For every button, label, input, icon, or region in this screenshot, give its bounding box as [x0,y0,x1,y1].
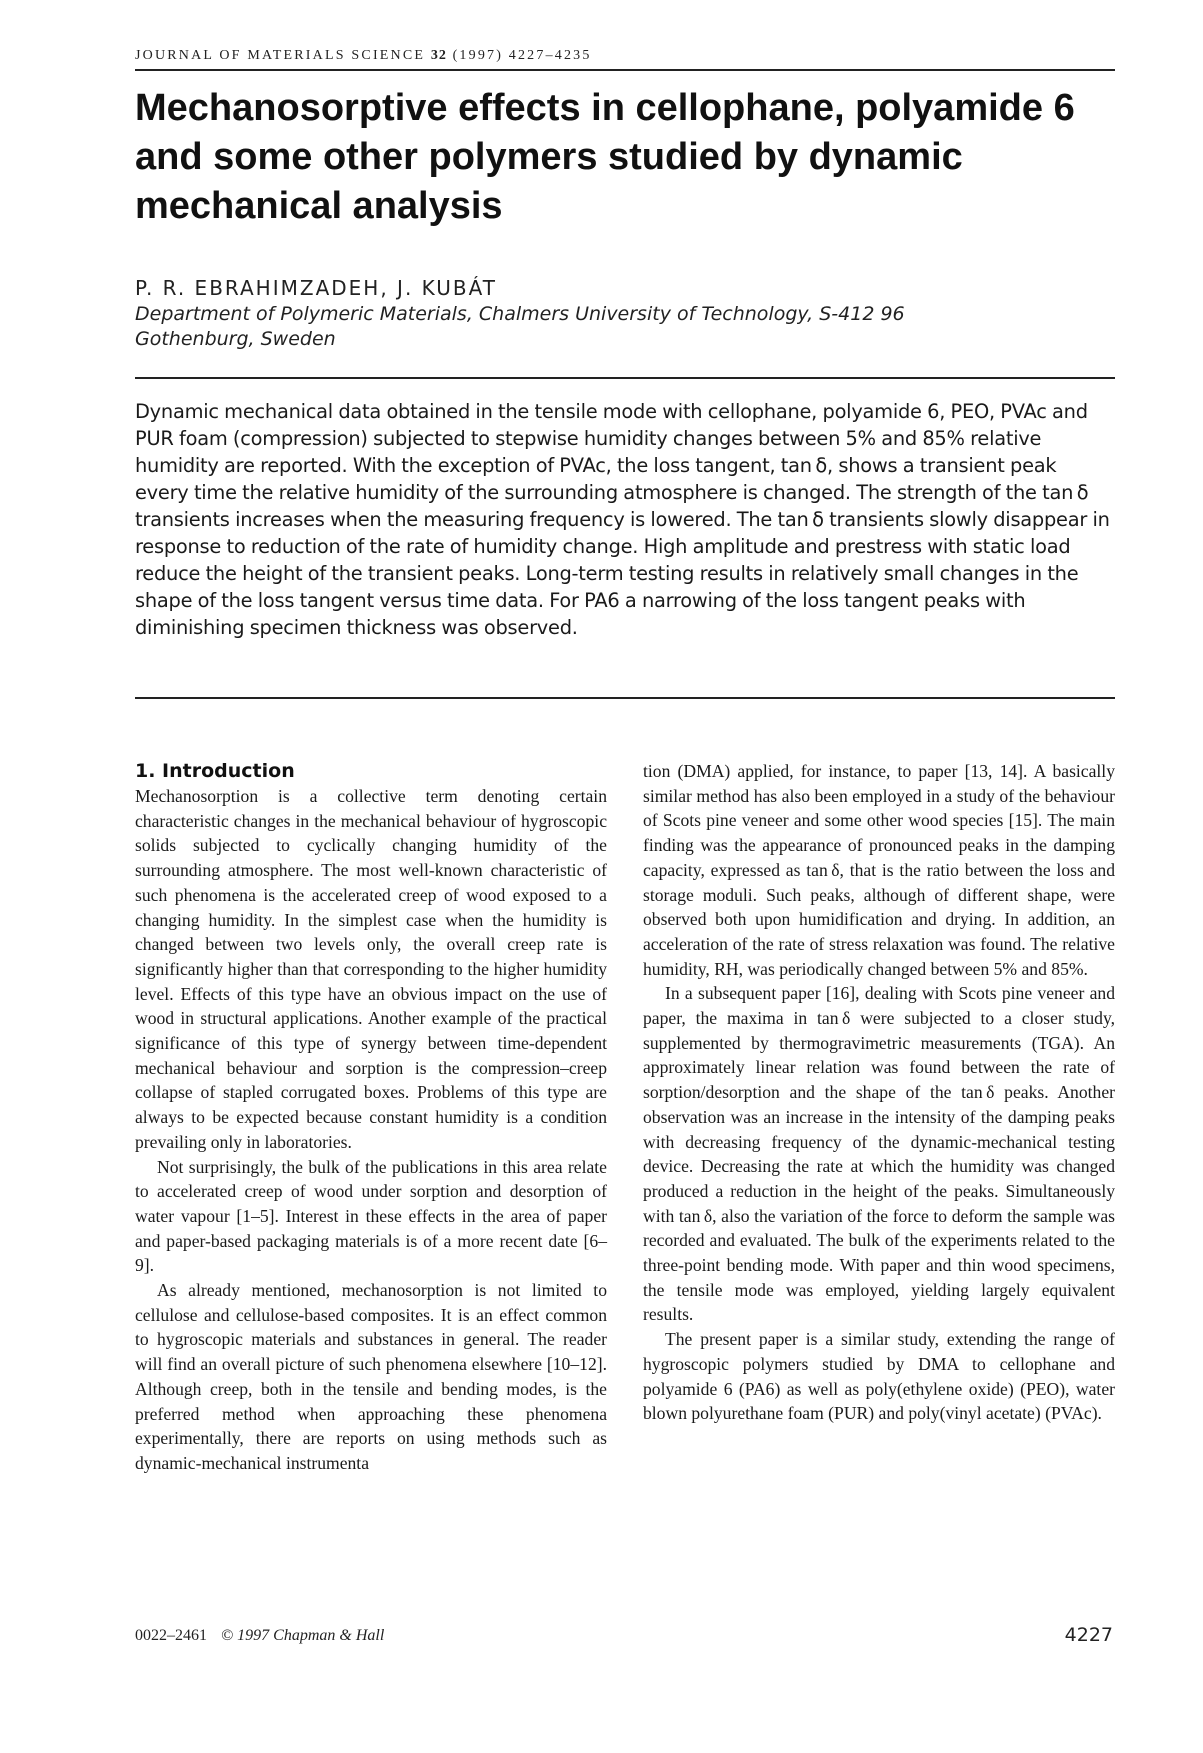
article-affiliation [135,302,1115,352]
paragraph: tion (DMA) applied, for instance, to paper [13, 14]. A basically similar method has also been employed in a study of the behaviour of Scots pine veneer and some other wood species [15]. The main finding was the appearance of pronounced peaks in the damping capacity, expressed as tan δ, that is the ratio between the loss and storage moduli. Such peaks, although of different shape, were observed both upon humidification and drying. In addition, an acceleration of the rate of stress relaxation was found. The relative humidity, RH, was periodically changed between 5% and 85%. [643,761,1115,979]
issn: 0022–2461 [135,1627,207,1644]
body-column-left [135,758,607,1476]
copyright: © 1997 Chapman & Hall [221,1627,385,1644]
article-authors: P. R. EBRAHIMZADEH, J. KUBÁT [135,276,497,300]
header-rule [135,69,1115,71]
journal-volume: 32 [430,48,447,63]
running-head [135,48,1115,64]
abstract-top-rule [135,377,1115,379]
affiliation-line-1: Department of Polymeric Materials, Chalmers University of Technology, S-412 96 [135,303,905,325]
article-abstract: Dynamic mechanical data obtained in the tensile mode with cellophane, polyamide 6, PEO, PVAc and PUR foam (compression) subjected to stepwise humidity changes between 5% and 85% relative humidity are reported. With the exception of PVAc, the loss tangent, tan δ, shows a transient peak every time the relative humidity of the surrounding atmosphere is changed. The strength of the tan δ transients increases when the measuring frequency is lowered. The tan δ transients slowly disappear in response to reduction of the rate of humidity change. High amplitude and prestress with static load reduce the height of the transient peaks. Long-term testing results in relatively small changes in the shape of the loss tangent versus time data. For PA6 a narrowing of the loss tangent peaks with diminishing specimen thickness was observed. [135,400,1110,639]
body-column-right [643,759,1115,1426]
paragraph: As already mentioned, mechanosorption is not limited to cellulose and cellulose-based composites. It is an effect common to hygroscopic materials and substances in general. The reader will find an overall picture of such phenomena elsewhere [10–12]. Although creep, both in the tensile and bending modes, is the preferred method when approaching these phenomena experimentally, there are reports on using methods such as dynamic-mechanical instrumenta [135,1280,607,1473]
paragraph: The present paper is a similar study, extending the range of hygroscopic polymers studied by DMA to cellophane and polyamide 6 (PA6) as well as poly(ethylene oxide) (PEO), water blown polyurethane foam (PUR) and poly(vinyl acetate) (PVAc). [643,1329,1115,1424]
paragraph: In a subsequent paper [16], dealing with Scots pine veneer and paper, the maxima in tan δ were subjected to a closer study, supplemented by thermogravimetric measurements (TGA). An approximately linear relation was found between the rate of sorption/desorption and the shape of the tan δ peaks. Another observation was an increase in the intensity of the damping peaks with decreasing frequency of the dynamic-mechanical testing device. Decreasing the rate at which the humidity was changed produced a reduction in the height of the peaks. Simultaneously with tan δ, also the variation of the force to deform the sample was recorded and evaluated. The bulk of the experiments related to the three-point bending mode. With paper and thin wood specimens, the tensile mode was employed, yielding largely equivalent results. [643,983,1115,1325]
section-heading-introduction: 1. Introduction [135,760,295,782]
paragraph: Not surprisingly, the bulk of the publications in this area relate to accelerated creep of wood under sorption and desorption of water vapour [1–5]. Interest in these effects in the area of paper and paper-based packaging materials is of a more recent date [6–9]. [135,1156,607,1276]
page-number: 4227 [1064,1624,1113,1646]
journal-name: JOURNAL OF MATERIALS SCIENCE [135,48,426,63]
footer-publication-info [135,1627,384,1645]
journal-year-pages: (1997) 4227–4235 [452,48,592,63]
affiliation-line-2: Gothenburg, Sweden [135,328,336,350]
article-title: Mechanosorptive effects in cellophane, polyamide 6 and some other polymers studied by dynamic mechanical analysis [135,87,1075,227]
abstract-bottom-rule [135,697,1115,699]
paragraph: Mechanosorption is a collective term denoting certain characteristic changes in the mechanical behaviour of hygroscopic solids subjected to cyclically changing humidity of the surrounding atmosphere. The most well-known characteristic of such phenomena is the accelerated creep of wood exposed to a changing humidity. In the simplest case when the humidity is changed between two levels only, the overall creep rate is significantly higher than that corresponding to the higher humidity level. Effects of this type have an obvious impact on the use of wood in structural applications. Another example of the practical significance of this type of synergy between time-dependent mechanical behaviour and sorption is the compression–creep collapse of stapled corrugated boxes. Problems of this type are always to be expected because constant humidity is a condition prevailing only in laboratories. [135,786,607,1152]
